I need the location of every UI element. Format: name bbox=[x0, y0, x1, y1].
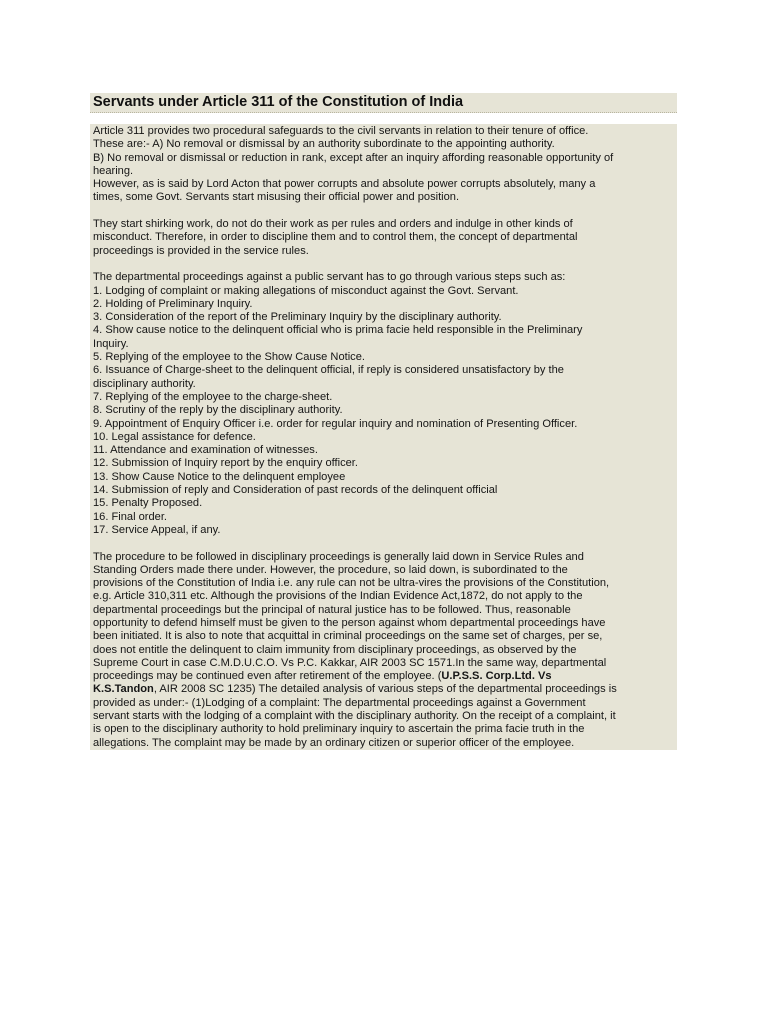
text-line: does not entitle the delinquent to claim immunity from disciplinary proceedings, as observed by the bbox=[93, 643, 577, 656]
text-line: However, as is said by Lord Acton that power corrupts and absolute power corrupts absolutely, many a bbox=[93, 178, 596, 191]
text-line: been initiated. It is also to note that acquittal in criminal proceedings on the same set of charges, per se, bbox=[93, 630, 603, 643]
misconduct-paragraph bbox=[93, 218, 676, 258]
procedure-paragraph bbox=[93, 551, 676, 750]
steps-intro: The departmental proceedings against a public servant has to go through various steps such as: bbox=[93, 271, 566, 284]
text-line: departmental proceedings but the principal of natural justice has to be followed. Thus, reasonable bbox=[93, 603, 571, 616]
text-line: misconduct. Therefore, in order to discipline them and to control them, the concept of departmental bbox=[93, 231, 578, 244]
list-item: 15. Penalty Proposed. bbox=[93, 497, 203, 510]
text-line: provided as under:- (1)Lodging of a complaint: The departmental proceedings against a Government bbox=[93, 696, 586, 709]
text-line: These are:- A) No removal or dismissal by an authority subordinate to the appointing authority. bbox=[93, 138, 555, 151]
list-item: 10. Legal assistance for defence. bbox=[93, 430, 256, 443]
text-line: proceedings is provided in the service rules. bbox=[93, 244, 309, 257]
paragraph-gap bbox=[93, 258, 676, 271]
list-item: 6. Issuance of Charge-sheet to the delinquent official, if reply is considered unsatisfactory by the bbox=[93, 364, 564, 377]
list-item: 13. Show Cause Notice to the delinquent employee bbox=[93, 470, 346, 483]
list-item: 12. Submission of Inquiry report by the enquiry officer. bbox=[93, 457, 358, 470]
text-line: hearing. bbox=[93, 164, 134, 177]
list-item: 8. Scrutiny of the reply by the disciplinary authority. bbox=[93, 404, 343, 417]
paragraph-gap bbox=[93, 537, 676, 550]
text-line: servant starts with the lodging of a complaint with the disciplinary authority. On the receipt of a complaint, it bbox=[93, 710, 616, 723]
list-item-continued: disciplinary authority. bbox=[93, 377, 196, 390]
text-line bbox=[93, 683, 676, 696]
list-item: 7. Replying of the employee to the charge-sheet. bbox=[93, 390, 333, 403]
list-item: 14. Submission of reply and Consideration of past records of the delinquent official bbox=[93, 484, 498, 497]
text-segment: , AIR 2008 SC 1235) The detailed analysis of various steps of the departmental proceedings is bbox=[153, 683, 617, 696]
text-line: The procedure to be followed in disciplinary proceedings is generally laid down in Service Rules and bbox=[93, 550, 584, 563]
case-citation-bold: K.S.Tandon bbox=[93, 683, 154, 696]
text-line: times, some Govt. Servants start misusing their official power and position. bbox=[93, 191, 460, 204]
list-item: 1. Lodging of complaint or making allegations of misconduct against the Govt. Servant. bbox=[93, 284, 519, 297]
text-line: Article 311 provides two procedural safeguards to the civil servants in relation to their tenure of office. bbox=[93, 125, 589, 137]
text-line bbox=[93, 670, 676, 683]
text-line: B) No removal or dismissal or reduction in rank, except after an inquiry affording reasonable opportunity of bbox=[93, 151, 614, 164]
list-item: 2. Holding of Preliminary Inquiry. bbox=[93, 297, 253, 310]
text-line: provisions of the Constitution of India i.e. any rule can not be ultra-vires the provisions of the Constitution, bbox=[93, 577, 610, 590]
case-citation-bold: U.P.S.S. Corp.Ltd. Vs bbox=[441, 670, 552, 683]
steps-list bbox=[93, 271, 676, 537]
text-line: Supreme Court in case C.M.D.U.C.O. Vs P.C. Kakkar, AIR 2003 SC 1571.In the same way, departmental bbox=[93, 656, 607, 669]
list-item: 5. Replying of the employee to the Show Cause Notice. bbox=[93, 351, 365, 364]
text-line: They start shirking work, do not do their work as per rules and orders and indulge in other kinds of bbox=[93, 218, 573, 231]
page-title: Servants under Article 311 of the Constitution of India bbox=[93, 94, 464, 110]
intro-paragraph bbox=[93, 125, 676, 205]
list-item: 3. Consideration of the report of the Preliminary Inquiry by the disciplinary authority. bbox=[93, 311, 502, 324]
list-item: 11. Attendance and examination of witnesses. bbox=[93, 444, 318, 457]
list-item: 4. Show cause notice to the delinquent official who is prima facie held responsible in the Preliminary bbox=[93, 324, 583, 337]
paragraph-gap bbox=[93, 205, 676, 218]
list-item: 9. Appointment of Enquiry Officer i.e. order for regular inquiry and nomination of Presenting Officer. bbox=[93, 417, 578, 430]
text-line: is open to the disciplinary authority to hold preliminary inquiry to ascertain the prima facie truth in the bbox=[93, 723, 585, 736]
text-line: Standing Orders made there under. However, the procedure, so laid down, is subordinated to the bbox=[93, 563, 568, 576]
article-body bbox=[93, 125, 676, 750]
title-bar bbox=[90, 93, 677, 113]
text-line: e.g. Article 310,311 etc. Although the provisions of the Indian Evidence Act,1872, do not apply to the bbox=[93, 590, 583, 603]
text-segment: proceedings may be continued even after retirement of the employee. ( bbox=[93, 670, 442, 683]
content-box bbox=[90, 124, 677, 750]
text-line: allegations. The complaint may be made by an ordinary citizen or superior officer of the employee. bbox=[93, 736, 575, 749]
text-line: opportunity to defend himself must be given to the person against whom departmental proceedings have bbox=[93, 616, 606, 629]
list-item-continued: Inquiry. bbox=[93, 337, 129, 350]
list-item: 17. Service Appeal, if any. bbox=[93, 523, 221, 536]
list-item: 16. Final order. bbox=[93, 510, 167, 523]
